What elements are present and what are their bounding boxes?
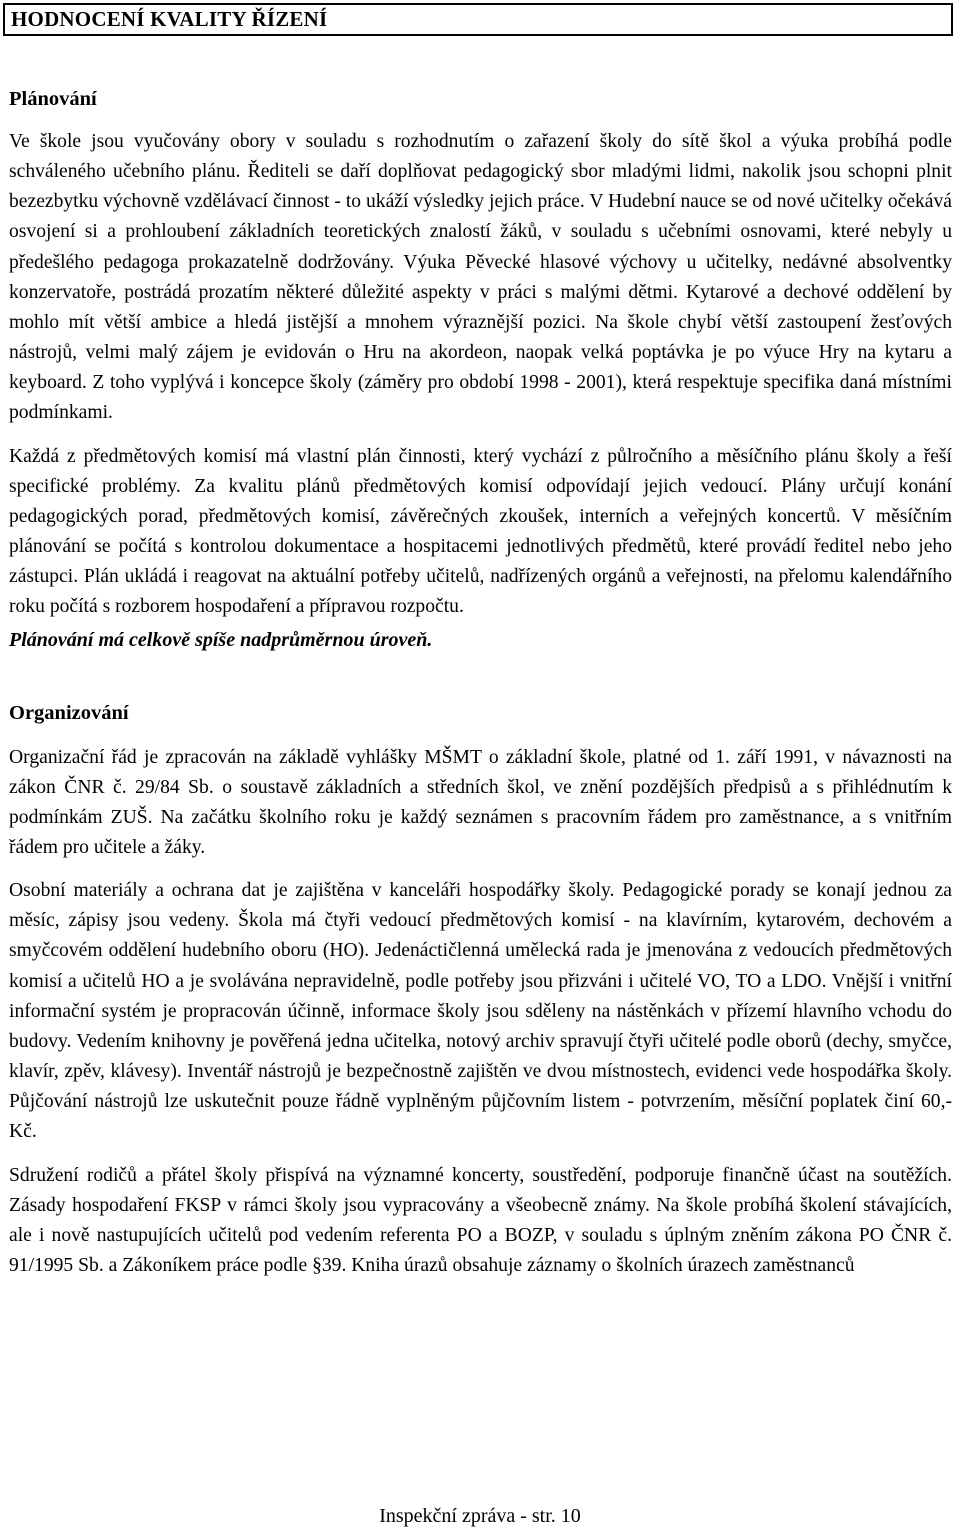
paragraph: Sdružení rodičů a přátel školy přispívá na významné koncerty, soustředění, podporuje finančně účast na soutěžích. Zásady hospodaření FKSP v rámci školy jsou vypracovány a všeobecně známy. Na škole probíhá školení stávajících, ale i nově nastupujících učitelů pod vedením referenta PO a BOZP, v souladu s úplným zněním zákona PO ČNR č. 91/1995 Sb. a Zákoníkem práce podle §39. Kniha úrazů obsahuje záznamy o školních úrazech zaměstnanců <box>9 1164 952 1276</box>
paragraph: Každá z předmětových komisí má vlastní plán činnosti, který vychází z půlročního a měsíčního plánu školy a řeší specifické problémy. Za kvalitu plánů předmětových komisí odpovídají jejich vedoucí. Plány určují konání pedagogických porad, předmětových komisí, závěrečných zkoušek, interních a veřejných koncertů. V měsíčním plánování se počítá s kontrolou dokumentace a hospitacemi jednotlivých předmětů, které provádí ředitel nebo jeho zástupci. Plán ukládá i reagovat na aktuální potřeby učitelů, nadřízených orgánů a veřejnosti, na přelomu kalendářního roku počítá s rozborem hospodaření a přípravou rozpočtu. <box>9 445 952 618</box>
paragraph: Organizační řád je zpracován na základě vyhlášky MŠMT o základní škole, platné od 1. září 1991, v návaznosti na zákon ČNR č. 29/84 Sb. o soustavě základních a středních škol, ve znění pozdějších předpisů a s přihlédnutím k podmínkám ZUŠ. Na začátku školního roku je každý seznámen s pracovním řádem pro zaměstnance, a s vnitřním řádem pro učitele a žáky. <box>9 746 952 858</box>
section-summary-planning: Plánování má celkově spíše nadprůměrnou úroveň. <box>9 628 433 651</box>
paragraph: Ve škole jsou vyučovány obory v souladu s rozhodnutím o zařazení školy do sítě škol a výuka probíhá podle schváleného učebního plánu. Řediteli se daří doplňovat pedagogický sbor mladými lidmi, nakolik jsou schopni plnit bezezbytku výchovně vzdělávací činnost - to ukáží výsledky jejich práce. V Hudební nauce se od nové učitelky očekává osvojení si a prohloubení základních teoretických znalostí žáků, v souladu s učebními osnovami, které nebyly u předešlého pedagoga prokazatelně dodržovány. Výuka Pěvecké hlasové výchovy u učitelky, nedávné absolventky konzervatoře, postrádá prozatím některé důležité aspekty v práci s malými dětmi. Kytarové a dechové oddělení by mohlo mít větší ambice a hledá jistější a mnohem výraznější pozici. Na škole chybí větší zastoupení žesťových nástrojů, velmi malý zájem je evidován o Hru na akordeon, naopak velká poptávka je po výuce Hry na kytaru a keyboard. Z toho vyplývá i koncepce školy (záměry pro období 1998 - 2001), která respektuje specifika daná místními podmínkami. <box>9 131 952 424</box>
page-footer: Inspekční zpráva - str. 10 <box>379 1505 581 1527</box>
section-organizing <box>9 698 952 1282</box>
page-title: HODNOCENÍ KVALITY ŘÍZENÍ <box>11 7 328 31</box>
section-heading-organizing: Organizování <box>9 701 129 724</box>
title-box <box>3 3 953 36</box>
section-heading-planning: Plánování <box>9 88 97 110</box>
section-planning <box>9 84 952 655</box>
document-body <box>9 84 952 1281</box>
paragraph: Osobní materiály a ochrana dat je zajištěna v kanceláři hospodářky školy. Pedagogické porady se konají jednou za měsíc, zápisy jsou vedeny. Škola má čtyři vedoucí předmětových komisí - na klavírním, kytarovém, dechovém a smyčcovém oddělení hudebního oboru (HO). Jedenáctičlenná umělecká rada je jmenována z vedoucích předmětových komisí a učitelů HO a je svolávána nepravidelně, podle potřeby jsou přizváni i učitelé VO, TO a LDO. Vnější i vnitřní informační systém je propracován účinně, informace školy jsou sděleny na nástěnkách v přízemí hlavního vchodu do budovy. Vedením knihovny je pověřená jedna učitelka, notový archiv spravují čtyři učitelé podle oborů (dechy, smyčce, klavír, zpěv, klávesy). Inventář nástrojů je bezpečnostně zajištěn ve dvou místnostech, evidenci vede hospodářka školy. Půjčování nástrojů lze uskutečnit pouze řádně vyplněným půjčovním listem - potvrzením, měsíční poplatek činí 60,- Kč. <box>9 880 952 1143</box>
